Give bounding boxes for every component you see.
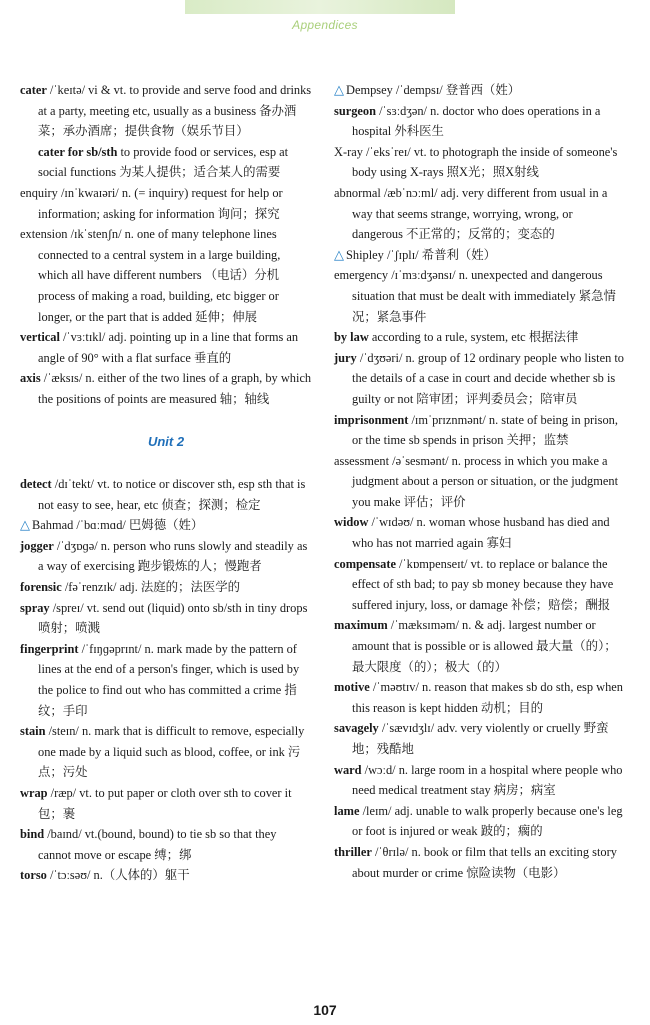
glossary-entry xyxy=(334,615,624,677)
glossary-entry xyxy=(334,410,624,451)
glossary-entry xyxy=(334,348,624,410)
glossary-entry xyxy=(20,824,312,865)
definition: /baɪnd/ vt.(bound, bound) to tie sb so that they cannot move or escape 缚；绑 xyxy=(38,827,277,862)
headword: cater for sb/sth xyxy=(38,144,118,159)
headword: savagely xyxy=(334,721,379,736)
definition: abnormal /æbˈnɔːml/ adj. very different from usual in a way that seems strange, worrying, wrong, or dangerous 不正常的；反常的；变态的 xyxy=(334,185,608,242)
glossary-entry xyxy=(334,677,624,718)
glossary-entry xyxy=(20,639,312,721)
proper-name-triangle-icon: △ xyxy=(20,517,30,533)
glossary-entry xyxy=(20,80,312,142)
definition: /ˈsɜːdʒən/ n. doctor who does operations in a hospital 外科医生 xyxy=(352,103,601,139)
definition: /ˈmæksɪməm/ n. & adj. largest number or amount that is possible or is allowed 最大量（的）；最大限度（的）；极大（的） xyxy=(352,618,617,674)
definition: /ˈdʒʊəri/ n. group of 12 ordinary people who listen to the details of a case in court and decide whether sb is guilty or not 陪审团；评判委员会；陪审员 xyxy=(352,350,625,406)
glossary-entry xyxy=(334,760,624,801)
glossary-entry xyxy=(334,142,624,183)
definition: /ˈtɔːsəʊ/ n.（人体的）躯干 xyxy=(46,868,190,883)
headword: maximum xyxy=(334,618,388,633)
headword: forensic xyxy=(20,580,62,595)
glossary-entry xyxy=(20,536,312,577)
definition: extension /ɪkˈstenʃn/ n. one of many telephone lines connected to a central system in a large building, which all have different numbers （电话）分机 process of making a road, building, etc bigger or longer, or the part that is added 延伸；伸展 xyxy=(20,227,281,324)
headword: by law xyxy=(334,330,369,345)
proper-name-triangle-icon: △ xyxy=(334,246,344,262)
definition: /fəˈrenzɪk/ adj. 法庭的；法医学的 xyxy=(61,580,241,595)
definition: /wɔːd/ n. large room in a hospital where people who need medical treatment stay 病房；病室 xyxy=(352,762,623,798)
glossary-entry xyxy=(20,183,312,224)
right-column xyxy=(334,80,624,883)
glossary-entry xyxy=(20,327,312,368)
headword: jury xyxy=(334,350,357,365)
header-decoration xyxy=(185,0,455,14)
definition: /leɪm/ adj. unable to walk properly because one's leg or foot is injured or weak 跛的；瘸的 xyxy=(352,803,623,839)
headword: imprisonment xyxy=(334,412,409,427)
glossary-entry xyxy=(20,598,312,639)
headword: spray xyxy=(20,600,50,615)
headword: axis xyxy=(20,371,41,386)
definition: /ˈvɜːtɪkl/ adj. pointing up in a line that forms an angle of 90° with a flat surface 垂直的 xyxy=(38,330,299,365)
left-column xyxy=(20,80,312,886)
glossary-entry xyxy=(334,183,624,245)
headword: vertical xyxy=(20,330,60,345)
headword: stain xyxy=(20,724,46,739)
headword: cater xyxy=(20,83,47,97)
definition: /ˈfɪŋɡəprɪnt/ n. mark made by the pattern of lines at the end of a person's finger, which is used by the police to find out who has committed a crime 指纹；手印 xyxy=(38,641,300,718)
definition: according to a rule, system, etc 根据法律 xyxy=(368,330,579,345)
glossary-entry xyxy=(334,512,624,553)
glossary-entry xyxy=(334,451,624,513)
glossary-entry xyxy=(20,142,312,183)
definition: /ˈkɒmpenseɪt/ vt. to replace or balance the effect of sth bad; to pay sb money because they have suffered injury, loss, or damage 补偿；赔偿；酬报 xyxy=(352,556,614,612)
definition: /ˈwɪdəʊ/ n. woman whose husband has died and who has not married again 寡妇 xyxy=(352,515,610,551)
glossary-entry xyxy=(20,224,312,327)
glossary-entry xyxy=(334,101,624,142)
entries-after-unit xyxy=(20,474,312,886)
definition: /ræp/ vt. to put paper or cloth over sth to cover it 包；裹 xyxy=(38,786,292,821)
headword: torso xyxy=(20,868,47,883)
headword: surgeon xyxy=(334,103,376,118)
running-header: Appendices xyxy=(292,18,358,32)
glossary-entry xyxy=(334,842,624,883)
glossary-entry xyxy=(334,554,624,616)
definition: /dɪˈtekt/ vt. to notice or discover sth, esp sth that is not easy to see, hear, etc 侦查；探测；检定 xyxy=(38,477,306,512)
definition: /ˈθrɪlə/ n. book or film that tells an exciting story about murder or crime 惊险读物（电影） xyxy=(352,844,617,880)
definition: Bahmad /ˈbɑːmɑd/ 巴姆德（姓） xyxy=(32,518,204,533)
headword: detect xyxy=(20,477,52,492)
definition: /ˈdʒɒɡə/ n. person who runs slowly and steadily as a way of exercising 跑步锻炼的人；慢跑者 xyxy=(38,538,308,574)
headword: thriller xyxy=(334,844,372,859)
glossary-entry xyxy=(334,327,624,348)
headword: ward xyxy=(334,762,362,777)
definition: /ˈkeɪtə/ vi & vt. to provide and serve food and drinks at a party, meeting etc, usually as a business 备办酒菜；承办酒席；提供食物（娱乐节目） xyxy=(38,83,312,139)
definition: to provide food or services, esp at social functions 为某人提供；适合某人的需要 xyxy=(38,144,289,180)
definition: /ˈæksɪs/ n. either of the two lines of a graph, by which the positions of points are measured 轴；轴线 xyxy=(38,371,312,406)
glossary-entry xyxy=(334,80,624,101)
glossary-entry xyxy=(20,783,312,824)
glossary-entry xyxy=(20,577,312,598)
definition: enquiry /ɪnˈkwaɪəri/ n. (= inquiry) request for help or information; asking for information 询问；探究 xyxy=(20,185,283,221)
headword: bind xyxy=(20,827,45,842)
definition: X-ray /ˈeksˈreɪ/ vt. to photograph the inside of someone's body using X-rays 照X光；照X射线 xyxy=(334,144,618,180)
headword: motive xyxy=(334,680,370,695)
headword: lame xyxy=(334,803,360,818)
glossary-entry xyxy=(20,368,312,409)
definition: emergency /ɪˈmɜːdʒənsɪ/ n. unexpected and dangerous situation that must be dealt with immediately 紧急情况；紧急事件 xyxy=(334,268,616,324)
headword: widow xyxy=(334,515,369,530)
headword: jogger xyxy=(20,538,54,553)
glossary-entry xyxy=(20,865,312,886)
glossary-entry xyxy=(334,245,624,266)
glossary-entry xyxy=(334,718,624,759)
definition: /ˈməʊtɪv/ n. reason that makes sb do sth, esp when this reason is kept hidden 动机；目的 xyxy=(352,680,623,715)
definition: assessment /əˈsesmənt/ n. process in which you make a judgment about a person or situation, or the judgment you make 评估；评价 xyxy=(334,453,619,509)
definition: Dempsey /ˈdempsɪ/ 登普西（姓） xyxy=(346,83,521,97)
glossary-entry xyxy=(20,515,312,536)
proper-name-triangle-icon: △ xyxy=(334,82,344,97)
entries-right xyxy=(334,80,624,883)
headword: compensate xyxy=(334,556,396,571)
headword: fingerprint xyxy=(20,641,79,656)
page-number: 107 xyxy=(313,1002,337,1018)
glossary-entry xyxy=(334,265,624,327)
headword: wrap xyxy=(20,786,48,800)
definition: /ˈsævɪdʒlɪ/ adv. very violently or cruelly 野蛮地；残酷地 xyxy=(352,721,609,756)
entries-before-unit xyxy=(20,80,312,410)
definition: /steɪn/ n. mark that is difficult to remove, especially one made by a liquid such as blood, coffee, or ink 污点；污处 xyxy=(38,724,305,780)
glossary-entry xyxy=(20,474,312,515)
glossary-entry xyxy=(334,801,624,842)
definition: Shipley /ˈʃɪplɪ/ 希普利（姓） xyxy=(346,247,497,262)
unit-heading: Unit 2 xyxy=(147,433,185,449)
definition: /ɪmˈprɪznmənt/ n. state of being in prison, or the time sb spends in prison 关押；监禁 xyxy=(352,412,618,448)
definition: /spreɪ/ vt. send out (liquid) onto sb/sth in tiny drops 喷射；喷溅 xyxy=(38,600,308,636)
glossary-entry xyxy=(20,721,312,783)
